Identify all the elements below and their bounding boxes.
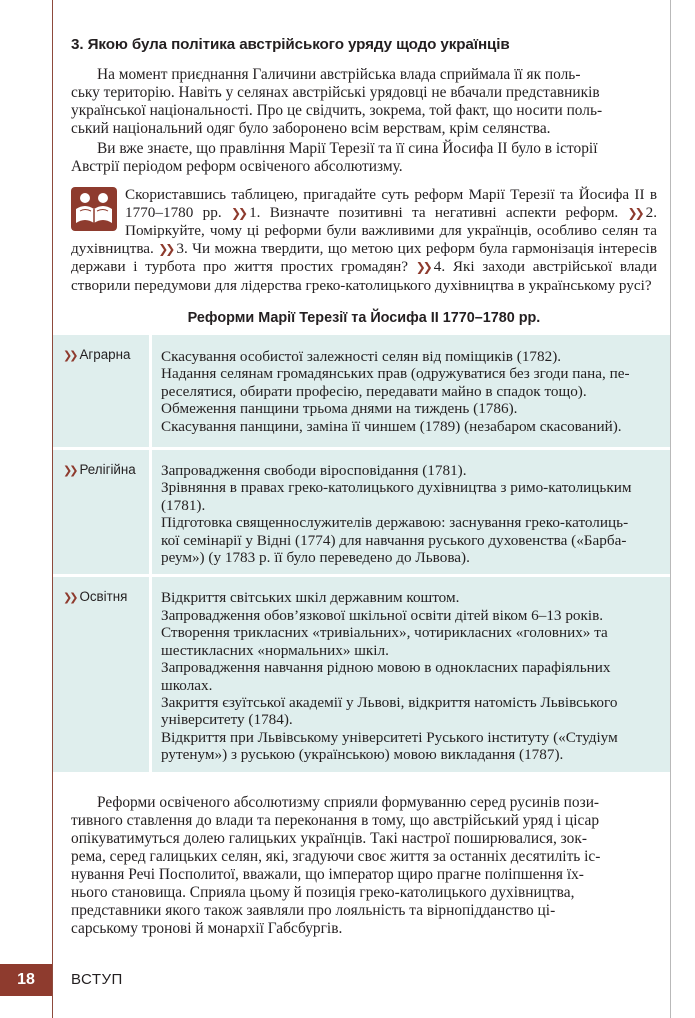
task-question-2: 2. Поміркуйте, чому ці реформи були важливими для українців, особливо селян та духівництва. [71,203,658,257]
row-item: Скасування особистої залежності селян від поміщиків (1782). [161,348,562,365]
para-line: тивного ставлення до влади та переконання в тому, що австрійський уряд і цісар [71,812,600,829]
row-item: кої семінарії у Відні (1774) для навчання руського духовенства («Барба- [161,531,627,549]
task-intro: Скориставшись таблицею, пригадайте суть реформ Марії Терезії та Йосифа ІІ в 1770–1780 рр. [125,186,657,221]
column-divider [149,577,152,771]
row-item: Запровадження свободи віросповідання (1781). [161,462,467,480]
row-category: ❯❯ Освітня [63,589,128,605]
row-items [161,335,670,447]
para-line: ський національний одяг було заборонено всім верствам, крім селянства. [71,120,551,137]
reforms-table [53,332,670,772]
para-line: сарському тронові й монархії Габсбургів. [71,920,343,937]
para-line: Австрії періодом реформ освіченого абсолютизму. [71,158,403,175]
row-item: Надання селянам громадянських прав (одружуватися без згоди пана, пе- [161,365,630,383]
para-line: представники якого також заявляли про лояльність та вірнопідданство ці- [71,902,556,919]
paragraph-conclusion [71,794,657,938]
table-row-education [53,574,670,771]
para-line: рема, серед галицьких селян, які, згадуючи своє життя за останніх десятиліть іс- [71,848,601,865]
paragraph-intro [71,66,657,138]
para-line: нування Речі Посполитої, вважали, що імператор щиро прагне поліпшення їх- [71,866,584,883]
double-arrow-icon: ❯❯ [63,349,76,362]
row-item: реум») (у 1783 р. її було переведено до Львова). [161,549,470,567]
para-line: української національності. Про це свідчить, зокрема, той факт, що носити поль- [71,102,603,119]
paragraph-reforms [71,140,657,176]
reading-people-icon [71,187,117,231]
para-line: Ви вже знаєте, що правління Марії Терезії та її сина Йосифа ІІ було в історії [97,140,598,157]
double-arrow-icon: ❯❯ [627,205,642,220]
double-arrow-icon: ❯❯ [63,464,76,478]
task-block [71,186,657,295]
row-item: школах. [161,676,213,694]
task-question-4: 4. Які заходи австрійської влади створили передумови для лідерства греко-католицького духівництва в українському русі? [71,258,657,294]
row-item: Запровадження навчання рідною мовою в однокласних парафіяльних [161,659,611,677]
row-item: Підготовка священнослужителів державою: заснування греко-католиць- [161,514,629,532]
double-arrow-icon: ❯❯ [415,260,430,275]
row-item: шестикласних «нормальних» шкіл. [161,641,389,659]
row-category: ❯❯ Релігійна [63,462,136,478]
double-arrow-icon: ❯❯ [63,591,76,605]
para-line: На момент приєднання Галичини австрійська влада сприймала її як поль- [97,66,581,83]
double-arrow-icon: ❯❯ [230,205,246,220]
row-item: Закриття єзуїтської академії у Львові, відкриття натомість Львівського [161,693,618,711]
para-line: нього становища. Сприяла цьому й позиція греко-католицького духівництва, [71,884,575,901]
double-arrow-icon: ❯❯ [158,241,173,256]
table-row-agrarian [53,332,670,447]
row-item: Відкриття світських шкіл державним коштом. [161,589,460,607]
para-line: Реформи освіченого абсолютизму сприяли формуванню серед русинів пози- [97,794,600,811]
section-heading: 3. Якою була політика австрійського уряду щодо українців [71,36,510,53]
para-line: ську територію. Навіть у селянах австрійські урядовці не вбачали представників [71,84,600,101]
row-item: рутенум») з руською (українською) мовою викладання (1787). [161,746,564,764]
row-item: Створення трикласних «тривіальних», чотирикласних «головних» та [161,624,608,642]
page-number: 18 [0,964,52,996]
table-title: Реформи Марії Терезії та Йосифа ІІ 1770–1780 рр. [187,310,541,326]
column-divider [149,335,152,447]
row-item: (1781). [161,496,206,514]
table-row-religious [53,447,670,574]
task-question-1: 1. Визначте позитивні та негативні аспекти реформ. [249,203,619,221]
row-item: Скасування панщини, заміна її чиншем (1789) (незабаром скасований). [161,417,622,435]
column-divider [149,450,152,574]
row-item: Запровадження обов’язкової шкільної освіти дітей віком 6–13 років. [161,606,604,624]
page-edge-line [670,0,671,1018]
para-line: опікуватимуться долею галицьких українців. Такі настрої поширювалися, зок- [71,830,587,847]
row-item: Відкриття при Львівському університеті Руського інституту («Студіум [161,728,618,746]
row-item: Обмеження панщини трьома днями на тиждень (1786). [161,400,518,418]
section-label: ВСТУП [71,971,123,988]
row-item: реселятися, обирати професію, передавати майно в спадок тощо). [161,382,587,400]
row-items [161,450,670,574]
row-category: ❯❯ Аграрна [63,347,131,362]
row-items [161,577,670,771]
row-item: університету (1784). [161,711,293,729]
task-question-3: 3. Чи можна твердити, що метою цих реформ була гармонізація інтересів держави і турбота про життя простих громадян? [71,239,657,276]
row-item: Зрівняння в правах греко-католицького духівництва з римо-католицьким [161,479,632,497]
